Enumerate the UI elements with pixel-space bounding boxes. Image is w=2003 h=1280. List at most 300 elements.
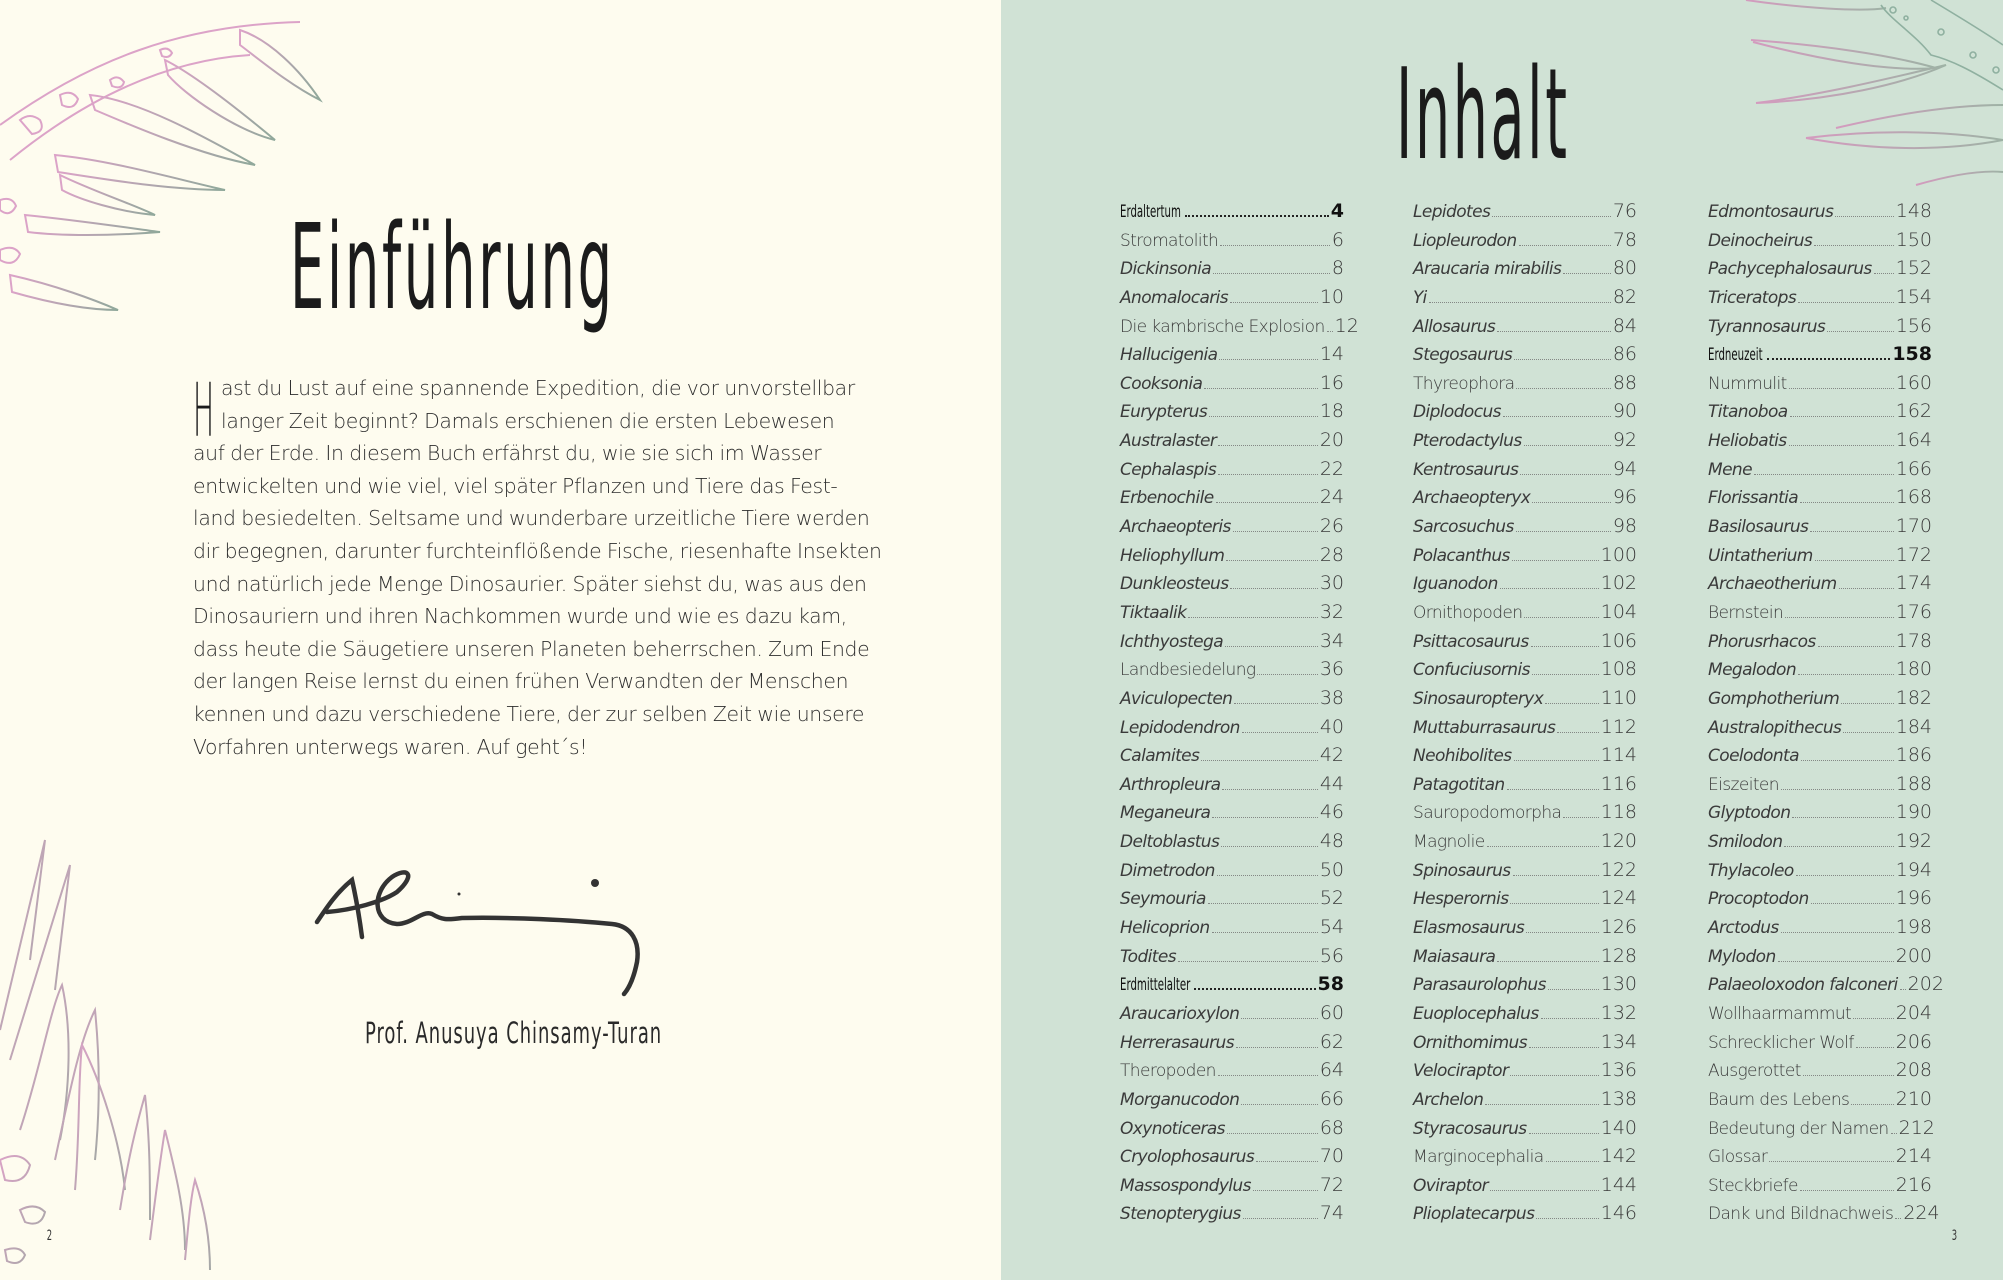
toc-page-number: 142 xyxy=(1600,1145,1637,1168)
toc-entry-title: Allosaurus xyxy=(1413,316,1496,337)
toc-entry-title: Megalodon xyxy=(1708,660,1797,681)
toc-entry[interactable] xyxy=(1413,315,1637,344)
dot-leader xyxy=(1497,961,1598,962)
intro-line: kennen und dazu verschiedene Tiere, der zur selben Zeit wie unsere xyxy=(193,701,865,726)
toc-entry-title: Helicoprion xyxy=(1120,918,1210,939)
toc-entry-title: Calamites xyxy=(1120,746,1200,767)
dot-leader xyxy=(1781,932,1894,933)
toc-entry[interactable] xyxy=(1708,887,1932,916)
toc-entry[interactable] xyxy=(1708,916,1932,945)
toc-page-number: 178 xyxy=(1895,629,1932,652)
toc-entry[interactable] xyxy=(1708,458,1932,487)
dot-leader xyxy=(1563,273,1611,274)
dot-leader xyxy=(1835,216,1894,217)
toc-entry[interactable] xyxy=(1120,486,1344,515)
toc-entry[interactable] xyxy=(1708,601,1932,630)
dot-leader xyxy=(1563,817,1598,818)
toc-entry[interactable] xyxy=(1413,1174,1637,1203)
dot-leader xyxy=(1519,245,1611,246)
dot-leader xyxy=(1253,1190,1318,1191)
toc-page-number: 116 xyxy=(1600,772,1637,795)
toc-page-number: 40 xyxy=(1319,715,1344,738)
toc-entry[interactable] xyxy=(1708,773,1932,802)
toc-page-number: 138 xyxy=(1600,1087,1637,1110)
toc-entry[interactable] xyxy=(1413,1002,1637,1031)
intro-paragraph xyxy=(193,368,882,763)
toc-entry[interactable] xyxy=(1120,1059,1344,1088)
dot-leader xyxy=(1257,674,1317,675)
toc-entry[interactable] xyxy=(1413,229,1637,258)
toc-entry[interactable] xyxy=(1708,1002,1932,1031)
toc-entry-title: Liopleurodon xyxy=(1413,230,1517,251)
toc-entry-title: Stromatolith xyxy=(1120,230,1219,251)
toc-entry-title: Edmontosaurus xyxy=(1708,202,1834,222)
toc-entry[interactable] xyxy=(1708,372,1932,401)
toc-entry[interactable] xyxy=(1120,716,1344,745)
toc-entry-title: Archaeopteryx xyxy=(1413,488,1531,509)
dot-leader xyxy=(1178,961,1318,962)
toc-entry-title: Australaster xyxy=(1120,431,1217,452)
toc-page-number: 6 xyxy=(1331,228,1344,251)
toc-page-number: 120 xyxy=(1600,830,1637,853)
toc-entry[interactable] xyxy=(1708,744,1932,773)
intro-line: dir begegnen, darunter furchteinflößende Fische, riesenhafte Insekten xyxy=(193,538,882,563)
dot-leader xyxy=(1798,302,1894,303)
toc-entry[interactable] xyxy=(1120,229,1344,258)
toc-page-number: 12 xyxy=(1334,314,1359,337)
dot-leader xyxy=(1256,1161,1318,1162)
toc-entry[interactable] xyxy=(1413,458,1637,487)
dot-leader xyxy=(1843,732,1893,733)
toc-page-number: 98 xyxy=(1612,515,1637,538)
toc-page-number: 124 xyxy=(1600,887,1637,910)
toc-entry-title: Florissantia xyxy=(1708,488,1799,509)
toc-entry-title: Gomphotherium xyxy=(1708,688,1840,709)
dot-leader xyxy=(1514,760,1599,761)
toc-page-number: 96 xyxy=(1612,486,1637,509)
toc-entry-title: Thyreophora xyxy=(1413,373,1515,394)
toc-entry-title: Archaeotherium xyxy=(1708,574,1837,595)
toc-page-number: 28 xyxy=(1319,543,1344,566)
toc-entry-title: Spinosaurus xyxy=(1413,860,1511,881)
dot-leader xyxy=(1891,1133,1897,1134)
toc-page-number: 190 xyxy=(1895,801,1932,824)
toc-page-number: 158 xyxy=(1892,343,1932,366)
toc-entry[interactable] xyxy=(1413,601,1637,630)
toc-entry[interactable] xyxy=(1708,200,1932,229)
toc-entry[interactable] xyxy=(1120,400,1344,429)
toc-entry[interactable] xyxy=(1413,887,1637,916)
toc-page-number: 176 xyxy=(1895,600,1932,623)
dot-leader xyxy=(1216,502,1318,503)
toc-page-number: 206 xyxy=(1895,1030,1932,1053)
toc-entry[interactable] xyxy=(1413,1145,1637,1174)
toc-entry[interactable] xyxy=(1413,429,1637,458)
toc-entry[interactable] xyxy=(1413,916,1637,945)
dot-leader xyxy=(1487,846,1599,847)
dinosaur-spine-illustration-bottom-left xyxy=(0,830,260,1280)
toc-entry[interactable] xyxy=(1413,1031,1637,1060)
toc-entry[interactable] xyxy=(1413,1117,1637,1146)
toc-entry-title: Herrerasaurus xyxy=(1120,1032,1234,1053)
toc-entry[interactable] xyxy=(1120,630,1344,659)
toc-entry-title: Archelon xyxy=(1413,1089,1484,1110)
toc-page-number: 186 xyxy=(1895,744,1932,767)
toc-page-number: 94 xyxy=(1612,457,1637,480)
toc-page-number: 24 xyxy=(1319,486,1344,509)
toc-entry[interactable] xyxy=(1413,257,1637,286)
page-number-left: 2 xyxy=(46,1228,53,1244)
toc-entry[interactable] xyxy=(1120,314,1359,344)
dot-leader xyxy=(1524,445,1611,446)
toc-page-number: 86 xyxy=(1612,343,1637,366)
toc-entry[interactable] xyxy=(1708,486,1932,515)
toc-page-number: 70 xyxy=(1319,1145,1344,1168)
toc-entry[interactable] xyxy=(1120,773,1344,802)
toc-entry-title: Sinosauropteryx xyxy=(1413,688,1544,709)
toc-entry[interactable] xyxy=(1413,716,1637,745)
toc-column-3 xyxy=(1708,200,1944,1231)
toc-page-number: 44 xyxy=(1319,772,1344,795)
page-number-right: 3 xyxy=(1951,1228,1958,1244)
dot-leader xyxy=(1801,760,1894,761)
toc-entry-title: Hesperornis xyxy=(1413,889,1509,910)
toc-entry[interactable] xyxy=(1708,1145,1932,1174)
toc-page-number: 26 xyxy=(1319,515,1344,538)
dot-leader xyxy=(1204,388,1318,389)
toc-entry[interactable] xyxy=(1120,1088,1344,1117)
dot-leader xyxy=(1853,1018,1894,1019)
toc-entry-title: Basilosaurus xyxy=(1708,517,1809,538)
toc-entry-title: Stegosaurus xyxy=(1413,345,1513,366)
toc-page-number: 52 xyxy=(1319,887,1344,910)
dot-leader xyxy=(1767,358,1891,360)
intro-line: und natürlich jede Menge Dinosaurier. Später siehst du, was aus den xyxy=(193,571,867,596)
dot-leader xyxy=(1520,474,1611,475)
toc-page-number: 212 xyxy=(1898,1116,1935,1139)
toc-page-number: 30 xyxy=(1319,572,1344,595)
dot-leader xyxy=(1818,646,1894,647)
dot-leader xyxy=(1213,273,1330,274)
dot-leader xyxy=(1194,988,1315,990)
toc-page-number: 198 xyxy=(1895,916,1932,939)
toc-entry[interactable] xyxy=(1708,1116,1935,1146)
toc-entry[interactable] xyxy=(1708,973,1944,1002)
toc-section-heading[interactable]: Erdaltertum 4 xyxy=(1120,200,1344,222)
toc-entry-title: Schrecklicher Wolf xyxy=(1708,1032,1854,1053)
dot-leader xyxy=(1208,903,1318,904)
toc-entry[interactable] xyxy=(1413,658,1637,687)
toc-page-number: 166 xyxy=(1895,457,1932,480)
dot-leader xyxy=(1841,703,1893,704)
toc-entry-title: Dunkleosteus xyxy=(1120,574,1229,595)
toc-page-number: 118 xyxy=(1600,801,1637,824)
toc-entry-title: Glossar xyxy=(1708,1147,1768,1168)
toc-entry-title: Lepidotes xyxy=(1413,202,1491,222)
toc-entry-title: Stenopterygius xyxy=(1120,1204,1241,1225)
dot-leader xyxy=(1800,502,1894,503)
dinosaur-jaw-illustration-top-right xyxy=(1741,0,2003,210)
toc-entry[interactable] xyxy=(1708,1031,1932,1060)
dot-leader xyxy=(1548,989,1599,990)
toc-entry[interactable] xyxy=(1413,486,1637,515)
toc-entry[interactable] xyxy=(1413,343,1637,372)
toc-entry[interactable] xyxy=(1708,315,1932,344)
toc-entry[interactable] xyxy=(1413,801,1637,830)
intro-line: auf der Erde. In diesem Buch erfährst du, wie sie sich im Wasser xyxy=(193,441,822,466)
toc-entry-title: Euoplocephalus xyxy=(1413,1003,1539,1024)
toc-entry-title: Todites xyxy=(1120,946,1176,967)
toc-page-number: 60 xyxy=(1319,1001,1344,1024)
dot-leader xyxy=(1429,302,1611,303)
toc-entry[interactable] xyxy=(1413,400,1637,429)
toc-page-number: 92 xyxy=(1612,429,1637,452)
toc-entry-title: Deinocheirus xyxy=(1708,230,1813,251)
toc-entry[interactable] xyxy=(1708,229,1932,258)
toc-section-heading[interactable]: Erdneuzeit 158 xyxy=(1708,343,1932,366)
toc-entry[interactable] xyxy=(1413,286,1637,315)
toc-entry-title: Polacanthus xyxy=(1413,545,1510,566)
dot-leader xyxy=(1227,1133,1318,1134)
toc-entry[interactable] xyxy=(1708,716,1932,745)
toc-entry[interactable] xyxy=(1708,544,1932,573)
dot-leader xyxy=(1536,1218,1598,1219)
toc-column-2 xyxy=(1413,200,1637,1231)
toc-entry[interactable] xyxy=(1413,1059,1637,1088)
dot-leader xyxy=(1485,1104,1598,1105)
toc-entry-title: Patagotitan xyxy=(1413,774,1505,795)
dot-leader xyxy=(1234,703,1317,704)
toc-page-number: 154 xyxy=(1895,285,1932,308)
toc-entry-title: Procoptodon xyxy=(1708,889,1809,910)
toc-page-number: 208 xyxy=(1895,1059,1932,1082)
toc-entry-title: Marginocephalia xyxy=(1413,1147,1544,1168)
toc-entry[interactable] xyxy=(1120,343,1344,372)
dot-leader xyxy=(1222,789,1317,790)
toc-entry[interactable] xyxy=(1413,1088,1637,1117)
toc-entry[interactable] xyxy=(1120,601,1344,630)
toc-entry-title: Meganeura xyxy=(1120,803,1211,824)
toc-entry-title: Kentrosaurus xyxy=(1413,459,1519,480)
toc-entry[interactable] xyxy=(1120,830,1344,859)
intro-line: entwickelten und wie viel, viel später Pflanzen und Tiere das Fest- xyxy=(193,473,838,498)
toc-page-number: 202 xyxy=(1907,973,1944,996)
dot-leader xyxy=(1529,1133,1599,1134)
toc-page-number: 62 xyxy=(1319,1030,1344,1053)
toc-entry-title: Palaeoloxodon falconeri xyxy=(1708,975,1898,996)
toc-entry[interactable] xyxy=(1708,1202,1940,1231)
toc-entry[interactable] xyxy=(1413,945,1637,974)
toc-page-number: 22 xyxy=(1319,457,1344,480)
toc-entry[interactable] xyxy=(1413,200,1637,229)
toc-entry-title: Mylodon xyxy=(1708,946,1776,967)
toc-entry[interactable] xyxy=(1413,1202,1637,1231)
toc-page-number: 100 xyxy=(1600,543,1637,566)
toc-entry[interactable] xyxy=(1708,859,1932,888)
toc-page-number: 80 xyxy=(1612,257,1637,280)
dot-leader xyxy=(1529,1047,1599,1048)
toc-entry[interactable] xyxy=(1708,945,1932,974)
dot-leader xyxy=(1900,989,1906,990)
toc-page-number: 152 xyxy=(1895,257,1932,280)
toc-entry-title: Massospondylus xyxy=(1120,1175,1251,1196)
toc-entry[interactable] xyxy=(1708,801,1932,830)
toc-entry[interactable] xyxy=(1120,1145,1344,1174)
toc-entry[interactable] xyxy=(1708,1059,1932,1088)
toc-page-number: 58 xyxy=(1317,973,1344,996)
toc-entry[interactable] xyxy=(1413,630,1637,659)
dot-leader xyxy=(1785,617,1894,618)
dot-leader xyxy=(1241,1018,1318,1019)
toc-page-number: 84 xyxy=(1612,314,1637,337)
toc-section-heading[interactable]: Erdmittelalter 58 xyxy=(1120,973,1344,996)
toc-page-number: 184 xyxy=(1895,715,1932,738)
toc-entry[interactable] xyxy=(1120,372,1344,401)
toc-entry[interactable] xyxy=(1120,687,1344,716)
toc-page-number: 18 xyxy=(1319,400,1344,423)
toc-entry-title: Dimetrodon xyxy=(1120,860,1215,881)
toc-page-number: 10 xyxy=(1319,285,1344,308)
dot-leader xyxy=(1512,560,1599,561)
toc-entry[interactable] xyxy=(1413,544,1637,573)
dot-leader xyxy=(1243,1218,1318,1219)
toc-entry[interactable] xyxy=(1413,859,1637,888)
intro-line: ast du Lust auf eine spannende Expedition, die vor unvorstellbar xyxy=(221,376,855,400)
dot-leader xyxy=(1212,932,1318,933)
dot-leader xyxy=(1784,846,1893,847)
toc-entry[interactable] xyxy=(1120,257,1344,286)
toc-entry-title: Triceratops xyxy=(1708,287,1797,308)
toc-entry-title: Mene xyxy=(1708,459,1752,480)
toc-entry[interactable] xyxy=(1413,572,1637,601)
toc-entry[interactable] xyxy=(1708,400,1932,429)
toc-entry[interactable] xyxy=(1708,1088,1932,1117)
toc-entry[interactable] xyxy=(1120,515,1344,544)
toc-entry[interactable] xyxy=(1413,973,1637,1002)
dot-leader xyxy=(1185,215,1329,217)
toc-entry[interactable] xyxy=(1708,687,1932,716)
toc-page-number: 74 xyxy=(1319,1202,1344,1225)
toc-page-number: 134 xyxy=(1600,1030,1637,1053)
toc-entry-title: Lepidodendron xyxy=(1120,717,1240,738)
toc-entry[interactable] xyxy=(1708,286,1932,315)
dot-leader xyxy=(1815,560,1894,561)
intro-title: Einführung xyxy=(290,198,615,336)
dot-leader xyxy=(1510,903,1598,904)
toc-entry[interactable] xyxy=(1120,544,1344,573)
toc-entry[interactable] xyxy=(1708,1174,1932,1203)
dot-leader xyxy=(1839,588,1894,589)
toc-page-number: 38 xyxy=(1319,686,1344,709)
toc-page-number: 160 xyxy=(1895,371,1932,394)
toc-entry-title: Wollhaarmammut xyxy=(1708,1003,1852,1024)
toc-page-number: 196 xyxy=(1895,887,1932,910)
toc-page-number: 48 xyxy=(1319,830,1344,853)
dot-leader xyxy=(1856,1047,1894,1048)
toc-entry-title: Eurypterus xyxy=(1120,402,1208,423)
toc-entry-title: Diplodocus xyxy=(1413,402,1501,423)
toc-entry[interactable] xyxy=(1120,801,1344,830)
toc-entry[interactable] xyxy=(1413,744,1637,773)
toc-entry[interactable] xyxy=(1413,830,1637,859)
toc-entry-title: Oviraptor xyxy=(1413,1175,1489,1196)
dot-leader xyxy=(1778,961,1894,962)
toc-page-number: 36 xyxy=(1319,658,1344,681)
toc-entry[interactable] xyxy=(1120,859,1344,888)
toc-entry[interactable] xyxy=(1120,458,1344,487)
toc-entry[interactable] xyxy=(1120,658,1344,687)
toc-entry[interactable] xyxy=(1120,286,1344,315)
toc-page-number: 20 xyxy=(1319,429,1344,452)
dot-leader xyxy=(1781,789,1894,790)
toc-entry-title: Ichthyostega xyxy=(1120,631,1224,652)
toc-entry-title: Dickinsonia xyxy=(1120,259,1212,280)
toc-entry[interactable] xyxy=(1120,916,1344,945)
toc-entry-title: Archaeopteris xyxy=(1120,517,1231,538)
dot-leader xyxy=(1789,445,1894,446)
toc-page-number: 110 xyxy=(1600,686,1637,709)
toc-entry[interactable] xyxy=(1120,1002,1344,1031)
toc-page-number: 204 xyxy=(1895,1001,1932,1024)
dot-leader xyxy=(1516,531,1611,532)
toc-entry[interactable] xyxy=(1120,1117,1344,1146)
dot-leader xyxy=(1851,1104,1893,1105)
toc-entry-title: Cryolophosaurus xyxy=(1120,1147,1255,1168)
toc-page-number: 128 xyxy=(1600,944,1637,967)
author-signature xyxy=(312,862,672,1002)
toc-page-number: 106 xyxy=(1600,629,1637,652)
toc-entry[interactable] xyxy=(1708,658,1932,687)
toc-entry[interactable] xyxy=(1120,887,1344,916)
toc-entry-title: Ornithopoden xyxy=(1413,602,1523,623)
toc-page-number: 164 xyxy=(1895,429,1932,452)
toc-entry-title: Eiszeiten xyxy=(1708,774,1779,795)
toc-page-number: 174 xyxy=(1895,572,1932,595)
dot-leader xyxy=(1497,331,1611,332)
toc-entry[interactable] xyxy=(1708,572,1932,601)
toc-entry[interactable] xyxy=(1708,630,1932,659)
toc-entry-title: Yi xyxy=(1413,287,1427,308)
toc-entry-title: Uintatherium xyxy=(1708,545,1813,566)
toc-page-number: 46 xyxy=(1319,801,1344,824)
toc-entry[interactable] xyxy=(1120,945,1344,974)
toc-page-number: 66 xyxy=(1319,1087,1344,1110)
toc-entry[interactable] xyxy=(1413,687,1637,716)
toc-entry[interactable] xyxy=(1120,1174,1344,1203)
toc-entry[interactable] xyxy=(1413,515,1637,544)
toc-entry-title: Smilodon xyxy=(1708,832,1783,853)
toc-entry[interactable] xyxy=(1120,1031,1344,1060)
toc-column-1 xyxy=(1120,200,1359,1231)
toc-page-number: 188 xyxy=(1895,772,1932,795)
toc-entry-title: Neohibolites xyxy=(1413,746,1512,767)
toc-entry[interactable] xyxy=(1708,257,1932,286)
dot-leader xyxy=(1507,789,1599,790)
toc-page-number: 78 xyxy=(1612,228,1637,251)
toc-entry[interactable] xyxy=(1413,773,1637,802)
toc-entry[interactable] xyxy=(1120,429,1344,458)
toc-entry[interactable] xyxy=(1708,830,1932,859)
toc-entry[interactable] xyxy=(1120,1202,1344,1231)
toc-entry[interactable] xyxy=(1708,515,1932,544)
dot-leader xyxy=(1796,875,1894,876)
toc-entry[interactable] xyxy=(1120,744,1344,773)
dot-leader xyxy=(1513,875,1599,876)
dot-leader xyxy=(1218,474,1318,475)
toc-entry[interactable] xyxy=(1708,429,1932,458)
toc-entry[interactable] xyxy=(1413,372,1637,401)
toc-entry[interactable] xyxy=(1120,572,1344,601)
